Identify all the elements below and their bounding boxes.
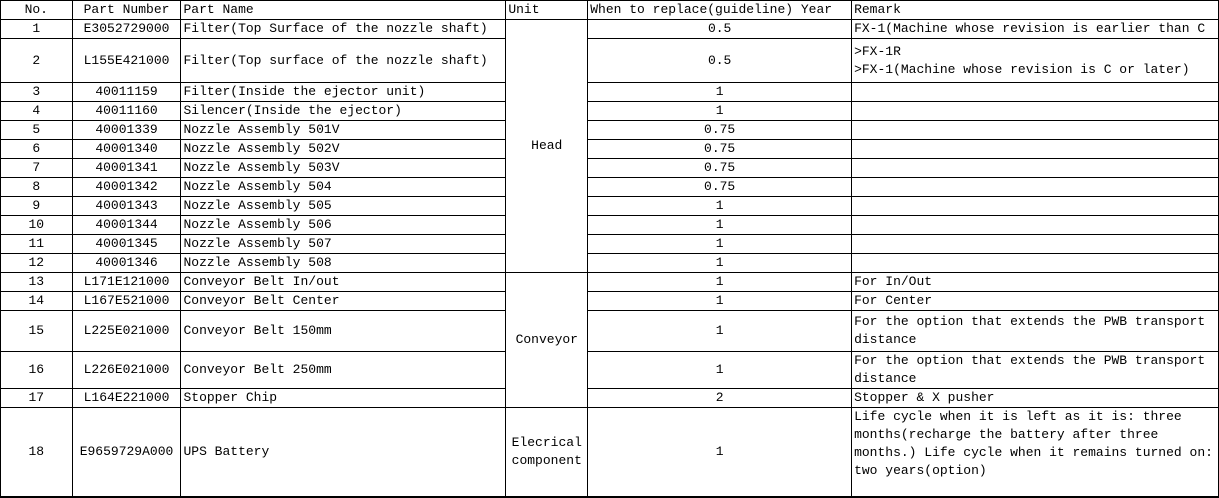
cell-part-number: E3052729000 bbox=[72, 20, 181, 39]
cell-remark bbox=[852, 254, 1219, 273]
table-row bbox=[1, 197, 1219, 216]
table-row bbox=[1, 140, 1219, 159]
cell-remark bbox=[852, 140, 1219, 159]
cell-remark bbox=[852, 83, 1219, 102]
cell-replace-years: 2 bbox=[588, 389, 852, 408]
header-part-name: Part Name bbox=[181, 1, 506, 20]
cell-no: 11 bbox=[1, 235, 73, 254]
cell-part-number: L226E021000 bbox=[72, 352, 181, 389]
cell-replace-years: 0.5 bbox=[588, 20, 852, 39]
table-row bbox=[1, 20, 1219, 39]
header-no: No. bbox=[1, 1, 73, 20]
cell-part-number: E9659729A000 bbox=[72, 408, 181, 497]
cell-replace-years: 1 bbox=[588, 235, 852, 254]
cell-part-number: 40001339 bbox=[72, 121, 181, 140]
cell-no: 14 bbox=[1, 292, 73, 311]
cell-remark: For Center bbox=[852, 292, 1219, 311]
cell-remark: For the option that extends the PWB transport distance bbox=[852, 352, 1219, 389]
cell-part-name: Nozzle Assembly 504 bbox=[181, 178, 506, 197]
cell-remark bbox=[852, 121, 1219, 140]
cell-remark bbox=[852, 102, 1219, 121]
cell-no: 12 bbox=[1, 254, 73, 273]
cell-no: 17 bbox=[1, 389, 73, 408]
cell-remark: FX-1(Machine whose revision is earlier than C bbox=[852, 20, 1219, 39]
table-row bbox=[1, 39, 1219, 83]
cell-replace-years: 1 bbox=[588, 197, 852, 216]
table-row bbox=[1, 83, 1219, 102]
cell-no: 1 bbox=[1, 20, 73, 39]
table-row bbox=[1, 254, 1219, 273]
cell-part-name: Conveyor Belt 150mm bbox=[181, 311, 506, 352]
cell-no: 15 bbox=[1, 311, 73, 352]
cell-part-name: Nozzle Assembly 503V bbox=[181, 159, 506, 178]
cell-replace-years: 1 bbox=[588, 83, 852, 102]
cell-part-number: L167E521000 bbox=[72, 292, 181, 311]
table-row bbox=[1, 235, 1219, 254]
cell-no: 2 bbox=[1, 39, 73, 83]
header-row bbox=[1, 1, 1219, 20]
cell-part-number: 40001343 bbox=[72, 197, 181, 216]
cell-replace-years: 1 bbox=[588, 273, 852, 292]
cell-part-number: L164E221000 bbox=[72, 389, 181, 408]
header-when-to-replace: When to replace(guideline) Year bbox=[588, 1, 852, 20]
cell-part-name: UPS Battery bbox=[181, 408, 506, 497]
cell-no: 5 bbox=[1, 121, 73, 140]
cell-unit: Head bbox=[506, 20, 588, 273]
header-unit: Unit bbox=[506, 1, 588, 20]
cell-unit: Elecrical component bbox=[506, 408, 588, 497]
cell-no: 8 bbox=[1, 178, 73, 197]
cell-replace-years: 1 bbox=[588, 216, 852, 235]
cell-remark bbox=[852, 235, 1219, 254]
table-row bbox=[1, 292, 1219, 311]
table-row bbox=[1, 311, 1219, 352]
cell-remark: Life cycle when it is left as it is: three months(recharge the battery after three months.) Life cycle when it remains turned on: two years(option) bbox=[852, 408, 1219, 497]
cell-part-number: 40001345 bbox=[72, 235, 181, 254]
header-part-number: Part Number bbox=[72, 1, 181, 20]
table-row bbox=[1, 178, 1219, 197]
cell-part-name: Nozzle Assembly 501V bbox=[181, 121, 506, 140]
cell-replace-years: 1 bbox=[588, 408, 852, 497]
cell-remark: For the option that extends the PWB transport distance bbox=[852, 311, 1219, 352]
cell-part-name: Nozzle Assembly 507 bbox=[181, 235, 506, 254]
cell-remark bbox=[852, 216, 1219, 235]
cell-remark: Stopper & X pusher bbox=[852, 389, 1219, 408]
header-remark: Remark bbox=[852, 1, 1219, 20]
cell-remark bbox=[852, 159, 1219, 178]
cell-part-name: Conveyor Belt Center bbox=[181, 292, 506, 311]
cell-no: 6 bbox=[1, 140, 73, 159]
cell-replace-years: 1 bbox=[588, 254, 852, 273]
cell-part-name: Nozzle Assembly 506 bbox=[181, 216, 506, 235]
cell-part-number: L171E121000 bbox=[72, 273, 181, 292]
cell-part-number: 40001340 bbox=[72, 140, 181, 159]
cell-remark bbox=[852, 197, 1219, 216]
cell-remark: For In/Out bbox=[852, 273, 1219, 292]
table-row bbox=[1, 102, 1219, 121]
cell-no: 18 bbox=[1, 408, 73, 497]
cell-replace-years: 0.75 bbox=[588, 140, 852, 159]
table-row bbox=[1, 121, 1219, 140]
cell-part-name: Conveyor Belt In/out bbox=[181, 273, 506, 292]
cell-no: 9 bbox=[1, 197, 73, 216]
cell-no: 13 bbox=[1, 273, 73, 292]
cell-no: 10 bbox=[1, 216, 73, 235]
cell-replace-years: 0.75 bbox=[588, 159, 852, 178]
cell-replace-years: 1 bbox=[588, 102, 852, 121]
cell-part-number: 40011159 bbox=[72, 83, 181, 102]
cell-replace-years: 1 bbox=[588, 352, 852, 389]
cell-part-number: 40001346 bbox=[72, 254, 181, 273]
table-row bbox=[1, 408, 1219, 497]
table-row bbox=[1, 352, 1219, 389]
cell-part-name: Filter(Top surface of the nozzle shaft) bbox=[181, 39, 506, 83]
cell-part-name: Filter(Top Surface of the nozzle shaft) bbox=[181, 20, 506, 39]
cell-remark: >FX-1R >FX-1(Machine whose revision is C or later) bbox=[852, 39, 1219, 83]
cell-replace-years: 0.5 bbox=[588, 39, 852, 83]
cell-part-name: Nozzle Assembly 502V bbox=[181, 140, 506, 159]
cell-part-number: 40001341 bbox=[72, 159, 181, 178]
cell-no: 3 bbox=[1, 83, 73, 102]
table-row bbox=[1, 159, 1219, 178]
table-row bbox=[1, 216, 1219, 235]
cell-no: 7 bbox=[1, 159, 73, 178]
cell-part-name: Nozzle Assembly 508 bbox=[181, 254, 506, 273]
cell-part-name: Conveyor Belt 250mm bbox=[181, 352, 506, 389]
cell-part-number: 40001342 bbox=[72, 178, 181, 197]
cell-part-name: Nozzle Assembly 505 bbox=[181, 197, 506, 216]
table-row bbox=[1, 273, 1219, 292]
cell-part-number: L155E421000 bbox=[72, 39, 181, 83]
cell-replace-years: 0.75 bbox=[588, 178, 852, 197]
cell-part-name: Stopper Chip bbox=[181, 389, 506, 408]
cell-part-number: 40001344 bbox=[72, 216, 181, 235]
cell-replace-years: 0.75 bbox=[588, 121, 852, 140]
cell-replace-years: 1 bbox=[588, 311, 852, 352]
cell-no: 4 bbox=[1, 102, 73, 121]
cell-no: 16 bbox=[1, 352, 73, 389]
cell-replace-years: 1 bbox=[588, 292, 852, 311]
cell-unit: Conveyor bbox=[506, 273, 588, 408]
table-row bbox=[1, 389, 1219, 408]
cell-part-name: Filter(Inside the ejector unit) bbox=[181, 83, 506, 102]
cell-part-name: Silencer(Inside the ejector) bbox=[181, 102, 506, 121]
cell-remark bbox=[852, 178, 1219, 197]
cell-part-number: L225E021000 bbox=[72, 311, 181, 352]
cell-part-number: 40011160 bbox=[72, 102, 181, 121]
